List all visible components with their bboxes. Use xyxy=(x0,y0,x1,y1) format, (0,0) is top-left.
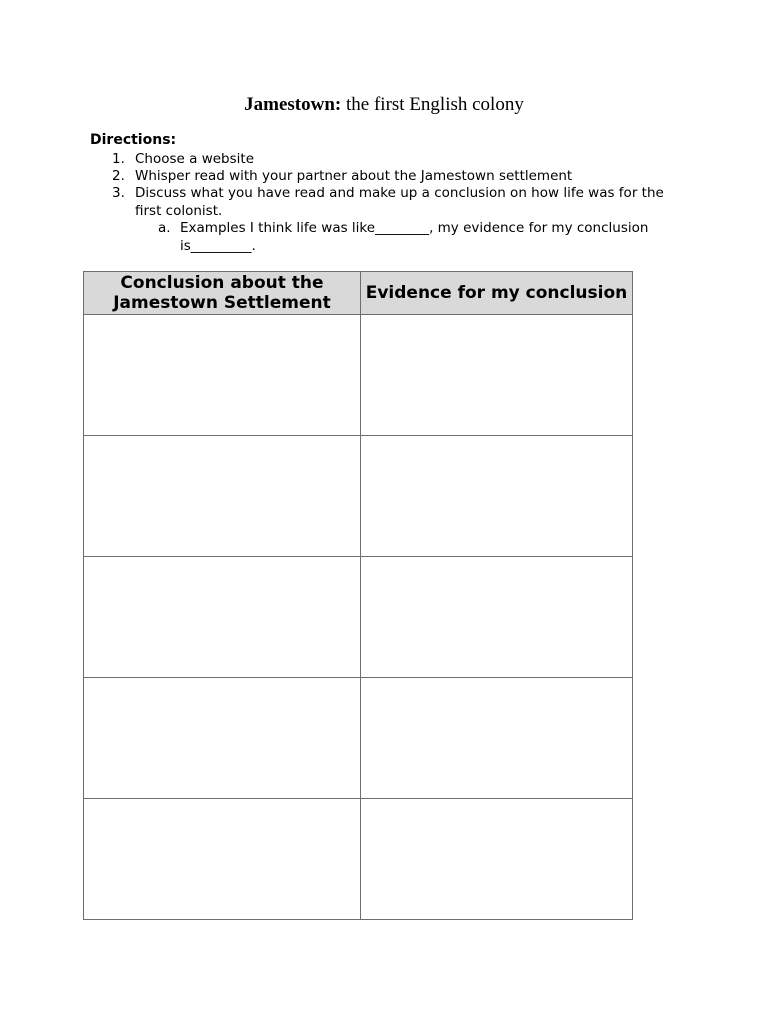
conclusion-cell[interactable] xyxy=(84,678,361,799)
conclusion-cell[interactable] xyxy=(84,436,361,557)
directions-heading: Directions: xyxy=(90,132,177,148)
table-row xyxy=(84,557,633,678)
title-rest: the first English colony xyxy=(341,94,524,115)
evidence-cell[interactable] xyxy=(361,799,633,920)
list-item-number: 3. xyxy=(112,185,125,201)
table-row xyxy=(84,678,633,799)
evidence-cell[interactable] xyxy=(361,315,633,436)
page-title xyxy=(0,93,768,117)
list-item-number: 1. xyxy=(112,151,125,167)
conclusion-evidence-table xyxy=(83,271,633,920)
table-header-row xyxy=(84,272,633,315)
conclusion-cell[interactable] xyxy=(84,315,361,436)
evidence-cell[interactable] xyxy=(361,436,633,557)
list-item-text-continued: first colonist. xyxy=(135,203,223,219)
header-conclusion: Conclusion about the Jamestown Settlement xyxy=(84,272,361,315)
conclusion-cell[interactable] xyxy=(84,557,361,678)
list-item-text: Whisper read with your partner about the Jamestown settlement xyxy=(135,168,573,184)
table-row xyxy=(84,799,633,920)
list-item-text: Discuss what you have read and make up a conclusion on how life was for the xyxy=(135,185,664,201)
sub-item-text-continued: is_________. xyxy=(180,238,256,254)
conclusion-cell[interactable] xyxy=(84,799,361,920)
table-row xyxy=(84,436,633,557)
sub-item-text: Examples I think life was like________, my evidence for my conclusion xyxy=(180,220,649,236)
list-item-text: Choose a website xyxy=(135,151,254,167)
list-item-number: 2. xyxy=(112,168,125,184)
title-bold-part: Jamestown: xyxy=(244,94,342,115)
sub-item-letter: a. xyxy=(158,220,171,236)
header-evidence: Evidence for my conclusion xyxy=(361,272,633,315)
evidence-cell[interactable] xyxy=(361,557,633,678)
evidence-cell[interactable] xyxy=(361,678,633,799)
table-row xyxy=(84,315,633,436)
